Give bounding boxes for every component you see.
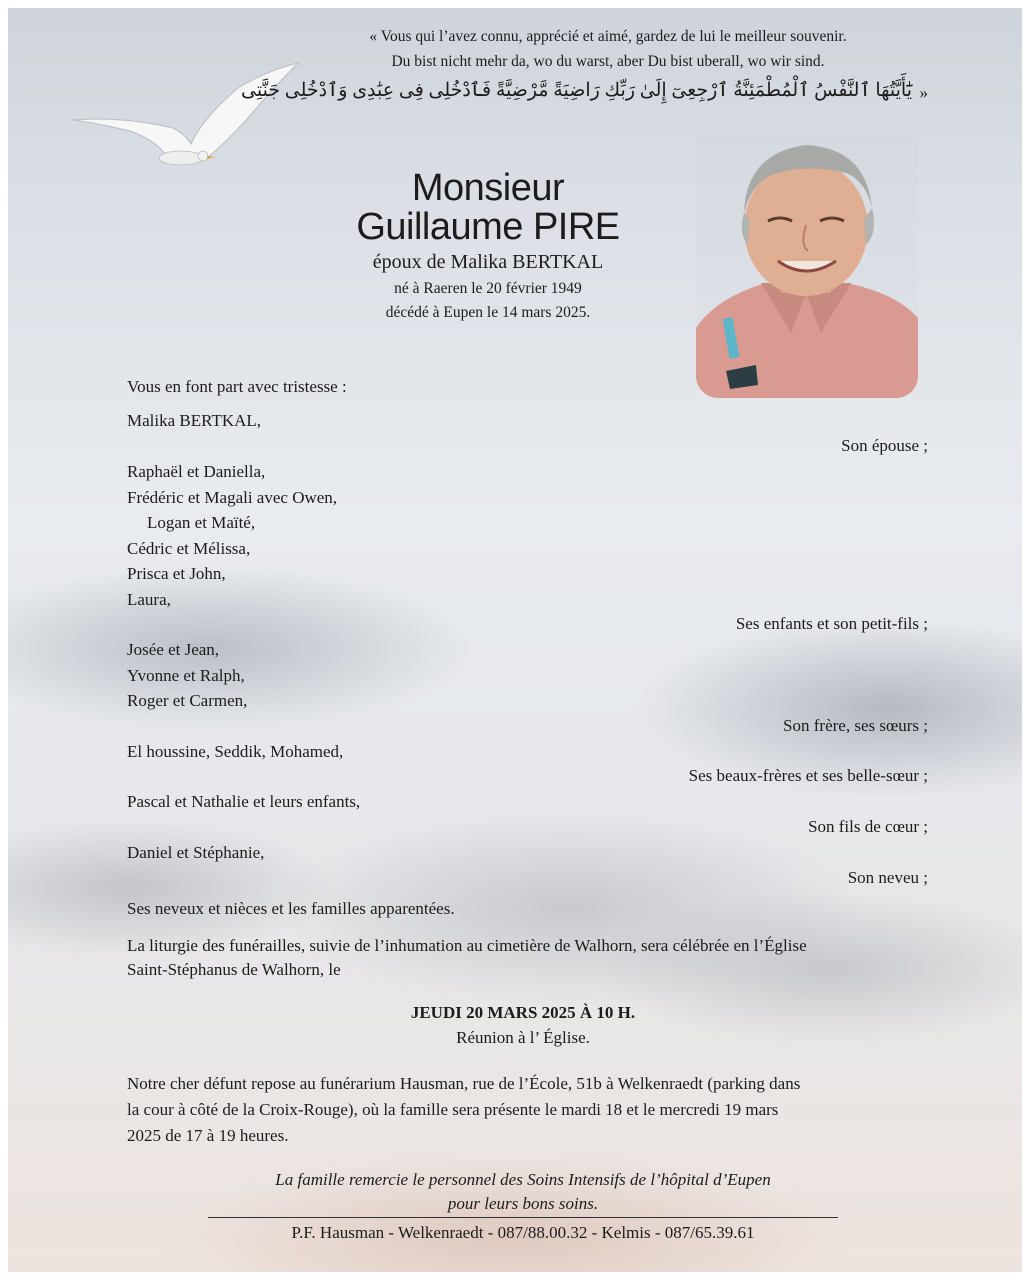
quote-arabic: يَٰٓأَيَّتُهَا ٱلنَّفْسُ ٱلْمُطْمَئِنَّةُ ٱرْجِعِىٓ إِلَىٰ رَبِّكِ رَاضِيَةً مَّرْضِيَّةً فَٱدْخُلِى فِى عِبَٰدِى وَٱدْخُلِى جَنَّتِى <box>241 80 912 101</box>
seagull-illustration <box>63 58 303 178</box>
deceased-photo <box>696 133 918 398</box>
thanks-line-2: pour leurs bons soins. <box>447 1194 599 1213</box>
spouse-line: époux de Malika BERTKAL <box>372 251 604 273</box>
rest-line-2: la cour à côté de la Croix-Rouge), où la famille sera présente le mardi 18 et le mercredi 19 mars <box>127 1100 779 1119</box>
quote-french: « Vous qui l’avez connu, apprécié et aimé, gardez de lui le meilleur souvenir. <box>369 28 847 45</box>
child-5: Prisca et John, <box>127 564 226 583</box>
obituary-page <box>8 8 1022 1272</box>
rest-line-3: 2025 de 17 à 19 heures. <box>127 1126 289 1145</box>
in-laws: El houssine, Seddik, Mohamed, <box>127 742 344 761</box>
footer-divider <box>208 1217 838 1218</box>
children-role: Ses enfants et son petit-fils ; <box>735 614 928 633</box>
meeting-place: Réunion à l’ Église. <box>456 1028 590 1047</box>
quote-german: Du bist nicht mehr da, wo du warst, aber Du bist uberall, wo wir sind. <box>391 53 825 70</box>
in-laws-role: Ses beaux-frères et ses belle-sœur ; <box>688 766 928 785</box>
child-6: Laura, <box>127 590 171 609</box>
thanks-line-1: La famille remercie le personnel des Soins Intensifs de l’hôpital d’Eupen <box>275 1170 771 1189</box>
wife-name: Malika BERTKAL, <box>127 411 262 430</box>
other-family: Ses neveux et nièces et les familles apparentées. <box>127 899 455 918</box>
funeral-home-footer: P.F. Hausman - Welkenraedt - 087/88.00.32 - Kelmis - 087/65.39.61 <box>291 1223 755 1242</box>
sibling-2: Yvonne et Ralph, <box>127 666 245 685</box>
nephew: Daniel et Stéphanie, <box>127 843 265 862</box>
sibling-1: Josée et Jean, <box>127 640 220 659</box>
liturgy-line-1: La liturgie des funérailles, suivie de l’inhumation au cimetière de Walhorn, sera célébrée en l’Église <box>127 936 807 955</box>
death-line: décédé à Eupen le 14 mars 2025. <box>385 304 591 321</box>
deceased-name: Guillaume PIRE <box>356 206 620 248</box>
sibling-3: Roger et Carmen, <box>127 691 248 710</box>
deceased-title: Monsieur <box>411 167 565 209</box>
nephew-role: Son neveu ; <box>847 868 928 887</box>
heart-son-role: Son fils de cœur ; <box>808 817 928 836</box>
liturgy-line-2: Saint-Stéphanus de Walhorn, le <box>127 960 341 979</box>
intro-line: Vous en font part avec tristesse : <box>127 377 347 396</box>
child-1: Raphaël et Daniella, <box>127 462 266 481</box>
funeral-date: JEUDI 20 MARS 2025 À 10 H. <box>410 1003 636 1022</box>
siblings-role: Son frère, ses sœurs ; <box>783 716 928 735</box>
child-3: Logan et Maïté, <box>147 513 256 532</box>
arabic-open-quote: » <box>919 83 928 102</box>
heart-son: Pascal et Nathalie et leurs enfants, <box>127 792 361 811</box>
child-2: Frédéric et Magali avec Owen, <box>127 488 338 507</box>
wife-role: Son épouse ; <box>841 436 928 455</box>
child-4: Cédric et Mélissa, <box>127 539 251 558</box>
rest-line-1: Notre cher défunt repose au funérarium Hausman, rue de l’École, 51b à Welkenraedt (parking dans <box>127 1074 801 1093</box>
birth-line: né à Raeren le 20 février 1949 <box>394 280 582 297</box>
